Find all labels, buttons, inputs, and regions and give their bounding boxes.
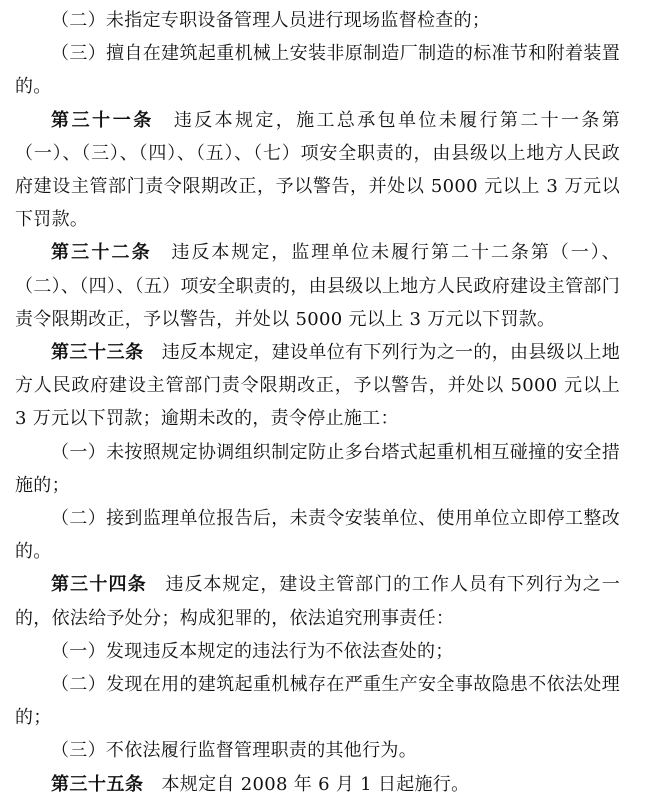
article-heading: 第三十三条 xyxy=(51,342,144,364)
article-heading: 第三十五条 xyxy=(51,773,144,795)
clause-item: （三）擅自在建筑起重机械上安装非原制造厂制造的标准节和附着装置的。 xyxy=(15,43,620,98)
clause-item: （一）发现违反本规定的违法行为不依法查处的； xyxy=(51,640,454,662)
article-heading: 第三十二条 xyxy=(51,242,152,264)
clause-item: （二）发现在用的建筑起重机械存在严重生产安全事故隐患不依法处理的； xyxy=(15,674,620,729)
article-paragraph xyxy=(15,104,620,237)
clause-item: （二）接到监理单位报告后，未责令安装单位、使用单位立即停工整改的。 xyxy=(15,508,620,563)
article-paragraph xyxy=(15,768,620,801)
clause-item: （一）未按照规定协调组织制定防止多台塔式起重机相互碰撞的安全措施的； xyxy=(15,441,620,496)
clause-item: （三）不依法履行监督管理职责的其他行为。 xyxy=(51,740,417,762)
article-body: 违反本规定，建设主管部门的工作人员有下列行为之一的，依法给予处分；构成犯罪的，依法追究刑事责任： xyxy=(15,574,620,629)
article-body: 违反本规定，建设单位有下列行为之一的，由县级以上地方人民政府建设主管部门责令限期改正，予以警告，并处以 5000 元以上 3 万元以下罚款；逾期未改的，责令停止施工： xyxy=(15,342,621,430)
article-heading: 第三十一条 xyxy=(51,109,154,131)
article-body: 本规定自 2008 年 6 月 1 日起施行。 xyxy=(161,773,470,795)
article-paragraph xyxy=(15,568,620,634)
clause-item: （二）未指定专职设备管理人员进行现场监督检查的； xyxy=(51,10,491,31)
article-paragraph xyxy=(15,236,620,336)
article-body: 违反本规定，监理单位未履行第二十二条第（一）、（二）、（四）、（五）项安全职责的，由县级以上地方人民政府建设主管部门责令限期改正，予以警告，并处以 5000 元以上 3 万元以下罚款。 xyxy=(15,242,620,330)
article-heading: 第三十四条 xyxy=(51,574,147,596)
article-paragraph xyxy=(15,336,620,436)
article-body: 违反本规定，施工总承包单位未履行第二十一条第（一）、（三）、（四）、（五）、（七）项安全职责的，由县级以上地方人民政府建设主管部门责令限期改正，予以警告，并处以 5000 元以上 3 万元以下罚款。 xyxy=(15,109,620,231)
